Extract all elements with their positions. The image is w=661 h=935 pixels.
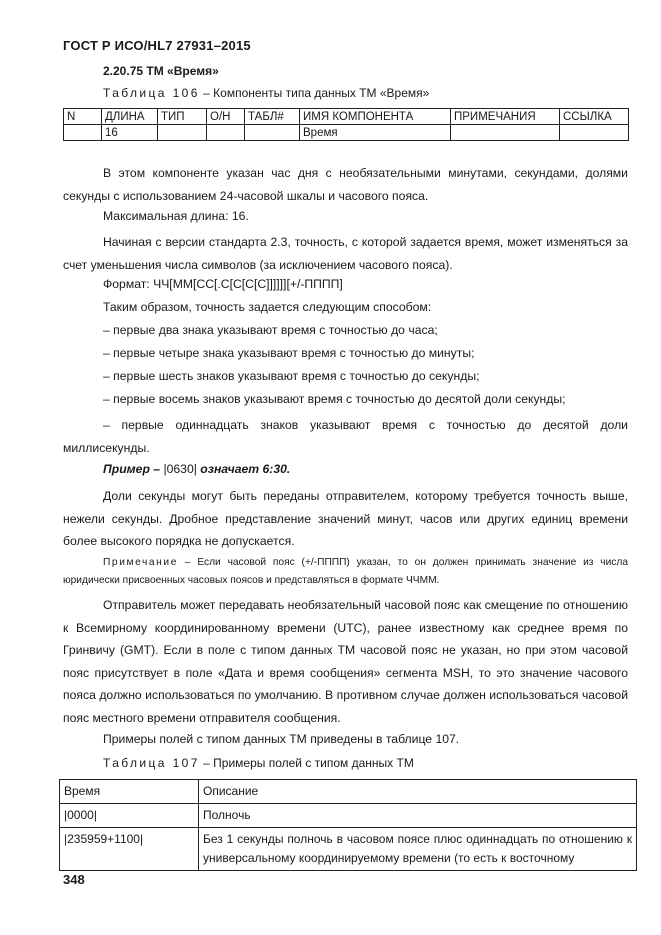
table-107-cell	[199, 828, 637, 871]
table-row	[60, 804, 637, 828]
paragraph-timezone: Отправитель может передавать необязательный часовой пояс как смещение по отношению к Всемирному координированному времени (UTC), ранее известному как среднее время по Гринвичу (GMT). Если в поле с типом данных TM часовой пояс не указан, но при этом часовой пояс присутствует в поле «Дата и время сообщения» сегмента MSH, то это значение часового пояса должно использоваться по умолчанию. В противном случае должен использоваться часовой пояс местного времени отправителя сообщения.	[63, 598, 628, 725]
table-106-cell	[560, 125, 629, 141]
paragraph-precision: Начиная с версии стандарта 2.3, точность, с которой задается время, может изменяться за счет уменьшения числа символов (за исключением часового пояса).	[63, 235, 628, 272]
example-code: |0630|	[160, 462, 201, 476]
example-label: Пример –	[103, 462, 161, 476]
table-106-header-cell: ССЫЛКА	[560, 109, 629, 125]
table-106	[63, 108, 629, 141]
table-106-cell: 16	[102, 125, 158, 141]
table-107-cell: |235959+1100|	[60, 828, 199, 871]
paragraph-fractions: Доли секунды могут быть переданы отправителем, которому требуется точность выше, нежели секунды. Дробное представление значений минут, часов или других единиц времени более высокого порядка не допускается.	[63, 489, 628, 549]
table-106-cell	[64, 125, 102, 141]
table-106-cell	[158, 125, 207, 141]
table-106-header-cell: ПРИМЕЧАНИЯ	[451, 109, 560, 125]
document-header: ГОСТ Р ИСО/HL7 27931–2015	[63, 38, 251, 53]
list-item: – первые восемь знаков указывают время с точностью до десятой доли секунды;	[103, 392, 566, 406]
paragraph-precision-intro: Таким образом, точность задается следующим способом:	[103, 300, 432, 314]
list-item: – первые шесть знаков указывают время с точностью до секунды;	[103, 369, 480, 383]
page-number: 348	[63, 872, 85, 887]
section-title: 2.20.75 TM «Время»	[103, 64, 219, 78]
table-107-header-row	[60, 780, 637, 804]
table-107-cell-text: Без 1 секунды полночь в часовом поясе плюс одиннадцать по отношению к универсальному координируемому времени (то есть к восточному	[203, 832, 632, 865]
table-107-caption-label: Таблица 107	[103, 756, 200, 770]
table-106-header-cell: N	[64, 109, 102, 125]
table-106-cell: Время	[300, 125, 451, 141]
paragraph-max-length: Максимальная длина: 16.	[103, 209, 249, 223]
table-106-header-row	[64, 109, 629, 125]
list-item: – первые два знака указывают время с точностью до часа;	[103, 323, 438, 337]
table-106-header-cell: ИМЯ КОМПОНЕНТА	[300, 109, 451, 125]
paragraph-description: В этом компоненте указан час дня с необязательными минутами, секундами, долями секунды с использованием 24-часовой шкалы и часового пояса.	[63, 166, 628, 203]
table-106-header-cell: ТАБЛ#	[245, 109, 300, 125]
list-item: – первые четыре знака указывают время с точностью до минуты;	[103, 346, 475, 360]
table-106-header-cell: О/Н	[207, 109, 245, 125]
note-label: Примечание	[103, 557, 178, 568]
table-107-caption-text: – Примеры полей с типом данных TM	[199, 756, 414, 770]
note-text: – Если часовой пояс (+/-ПППП) указан, то он должен принимать значение из числа юридически присвоенных часовых поясов и представляться в формате ЧЧММ.	[63, 557, 628, 586]
table-106-cell	[207, 125, 245, 141]
table-row	[60, 828, 637, 871]
table-107-header-cell: Время	[60, 780, 199, 804]
table-107	[59, 779, 637, 871]
table-106-cell	[451, 125, 560, 141]
table-107-cell: Полночь	[199, 804, 637, 828]
table-106-row	[64, 125, 629, 141]
paragraph-format: Формат: ЧЧ[ММ[СС[.С[С[С[С]]]]]][+/-ПППП]	[103, 277, 343, 291]
example-text: означает 6:30.	[200, 462, 291, 476]
note	[63, 554, 628, 590]
example	[103, 462, 290, 476]
paragraph-examples-ref: Примеры полей с типом данных TM приведены в таблице 107.	[103, 732, 460, 746]
list-item: – первые одиннадцать знаков указывают время с точностью до десятой доли миллисекунды.	[63, 418, 628, 455]
table-106-caption-label: Таблица 106	[103, 86, 200, 100]
table-106-header-cell: ДЛИНА	[102, 109, 158, 125]
table-106-caption	[103, 86, 429, 100]
table-107-cell: |0000|	[60, 804, 199, 828]
table-107-header-cell: Описание	[199, 780, 637, 804]
table-106-caption-text: – Компоненты типа данных TM «Время»	[199, 86, 430, 100]
table-107-caption	[103, 756, 414, 770]
table-106-header-cell: ТИП	[158, 109, 207, 125]
table-106-cell	[245, 125, 300, 141]
